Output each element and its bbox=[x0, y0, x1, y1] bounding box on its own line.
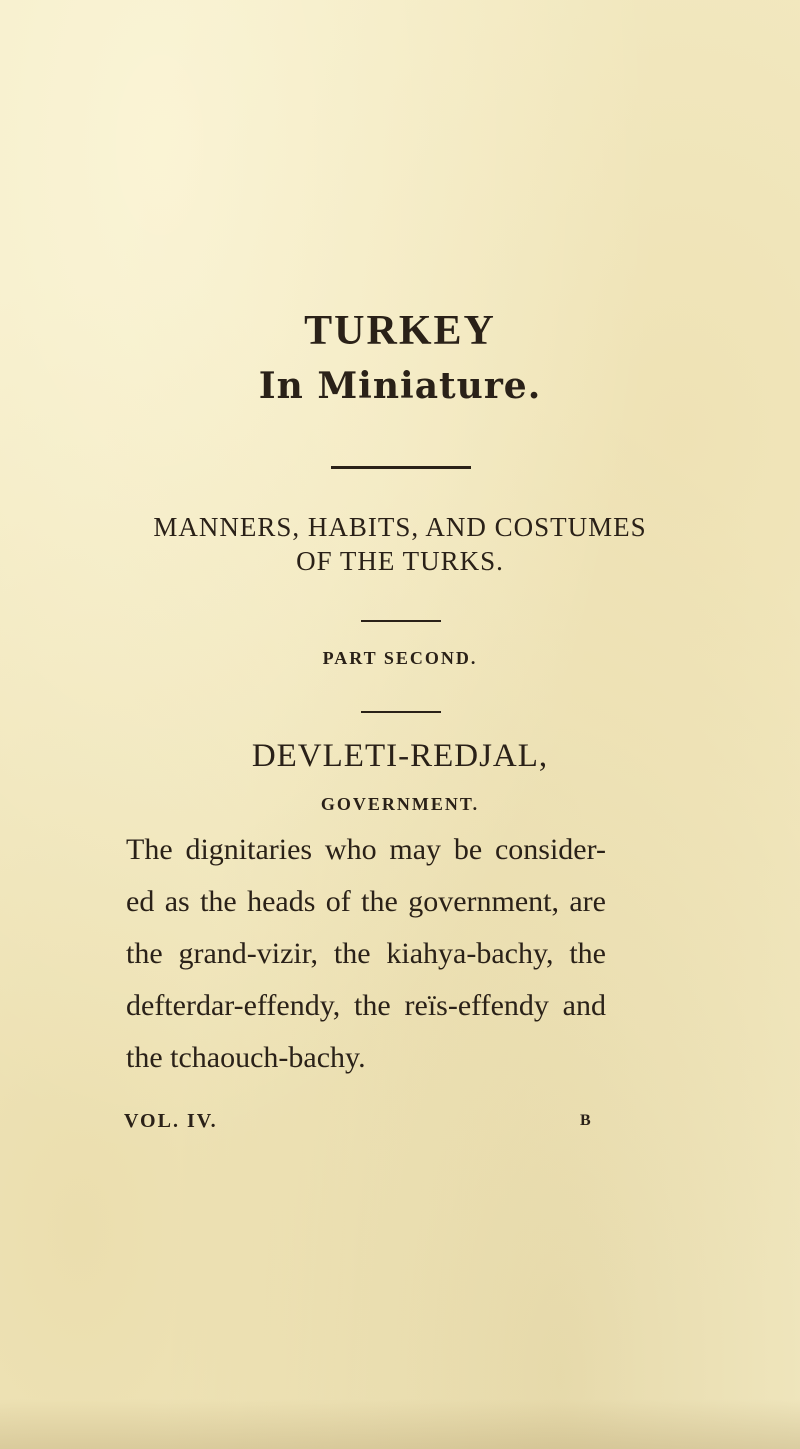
divider-rule bbox=[361, 711, 441, 713]
divider-rule bbox=[331, 466, 471, 469]
body-line: defterdar-effendy, the reïs-effendy and bbox=[126, 989, 606, 1022]
body-line: the tchaouch-bachy. bbox=[126, 1041, 366, 1074]
page-edge-shadow bbox=[0, 1399, 800, 1449]
page-title: TURKEY bbox=[304, 308, 496, 354]
divider-rule bbox=[361, 620, 441, 622]
body-line: the grand-vizir, the kiahya-bachy, the bbox=[126, 937, 606, 970]
signature-mark: B bbox=[580, 1112, 591, 1129]
volume-label: VOL. IV. bbox=[124, 1110, 218, 1132]
manners-heading bbox=[0, 510, 800, 578]
body-line: ed as the heads of the government, are bbox=[126, 885, 606, 918]
manners-line-2: OF THE TURKS. bbox=[296, 546, 504, 576]
manners-line-1: MANNERS, HABITS, AND COSTUMES bbox=[153, 512, 647, 542]
page-subtitle: In Miniature. bbox=[258, 365, 542, 407]
part-heading: PART SECOND. bbox=[322, 648, 478, 668]
body-paragraph bbox=[126, 824, 606, 1084]
section-subtitle: GOVERNMENT. bbox=[320, 794, 480, 814]
section-title: DEVLETI-REDJAL, bbox=[251, 738, 549, 774]
body-line: The dignitaries who may be consider- bbox=[126, 833, 606, 866]
